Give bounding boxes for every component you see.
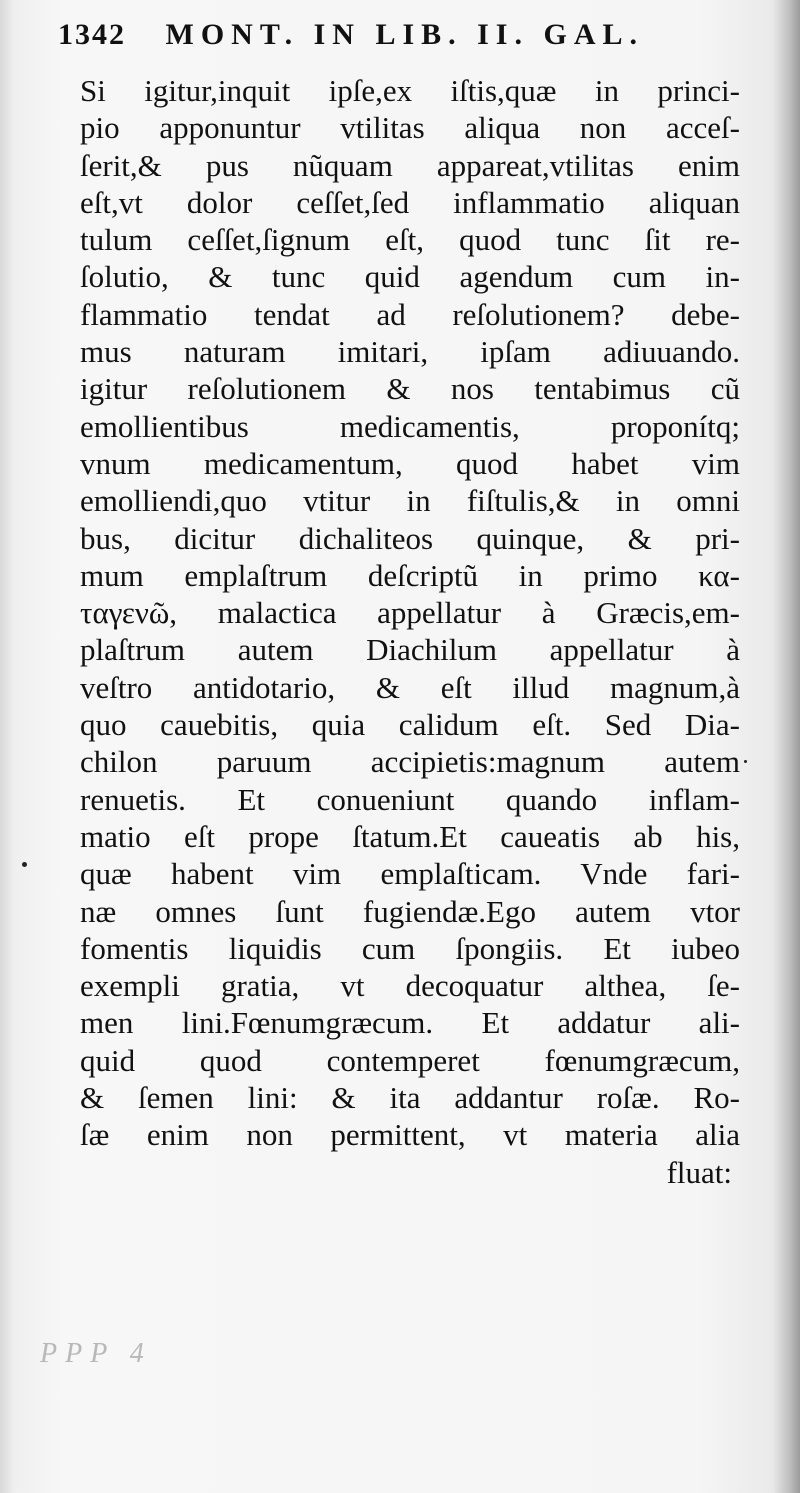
text-line: eſt,vt dolor ceſſet,ſed inflammatio aliquan — [80, 184, 740, 220]
text-line: quo cauebitis, quia calidum eſt. Sed Dia- — [80, 707, 740, 743]
text-line: ſæ enim non permittent, vt materia alia — [80, 1117, 740, 1153]
text-line: ſerit,& pus nũquam appareat,vtilitas enim — [80, 147, 740, 183]
text-line: quid quod contemperet fœnumgræcum, — [80, 1042, 740, 1078]
running-head: MONT. IN LIB. II. GAL. — [165, 18, 644, 51]
text-line: flammatio tendat ad reſolutionem? debe- — [80, 296, 740, 332]
text-line: chilon paruum accipietis:magnum autem — [80, 744, 740, 780]
text-line: renuetis. Et conueniunt quando inflam- — [80, 781, 740, 817]
text-line: ταγενῶ, malactica appellatur à Græcis,em- — [80, 595, 740, 631]
text-line: mus naturam imitari, ipſam adiuuando. — [80, 334, 740, 370]
text-line: & ſemen lini: & ita addantur roſæ. Ro- — [80, 1080, 740, 1116]
text-line: men lini.Fœnumgræcum. Et addatur ali- — [80, 1005, 740, 1041]
text-line: næ omnes ſunt fugiendæ.Ego autem vtor — [80, 893, 740, 929]
text-line: tulum ceſſet,ſignum eſt, quod tunc ſit re- — [80, 222, 740, 258]
text-line: ſolutio, & tunc quid agendum cum in- — [80, 259, 740, 295]
text-line: Si igitur,inquit ipſe,ex iſtis,quæ in princi- — [80, 73, 740, 108]
page-number: 1342 — [58, 18, 126, 51]
text-line: mum emplaſtrum deſcriptũ in primo κα- — [80, 557, 740, 593]
text-line: plaſtrum autem Diachilum appellatur à — [80, 632, 740, 668]
bleed-through-text: PPP 4 — [40, 1338, 152, 1369]
ink-speck — [22, 862, 27, 867]
text-line: emolliendi,quo vtitur in fiſtulis,& in omni — [80, 483, 740, 519]
text-line: quæ habent vim emplaſticam. Vnde fari- — [80, 856, 740, 892]
text-line: veſtro antidotario, & eſt illud magnum,à — [80, 669, 740, 705]
text-line: fomentis liquidis cum ſpongiis. Et iubeo — [80, 930, 740, 966]
ink-speck — [744, 760, 747, 763]
text-line: pio apponuntur vtilitas aliqua non acceſ- — [80, 110, 740, 146]
text-line: matio eſt prope ſtatum.Et caueatis ab his, — [80, 818, 740, 854]
text-line: igitur reſolutionem & nos tentabimus cũ — [80, 371, 740, 407]
catchword: fluat: — [666, 1154, 732, 1190]
text-line: exempli gratia, vt decoquatur althea, ſe- — [80, 968, 740, 1004]
page-header — [58, 18, 698, 62]
page-gutter-shadow — [774, 0, 800, 1493]
text-line: emollientibus medicamentis, proponítq; — [80, 408, 740, 444]
body-text — [80, 72, 740, 1191]
text-line: bus, dicitur dichaliteos quinque, & pri- — [80, 520, 740, 556]
text-line: vnum medicamentum, quod habet vim — [80, 445, 740, 481]
